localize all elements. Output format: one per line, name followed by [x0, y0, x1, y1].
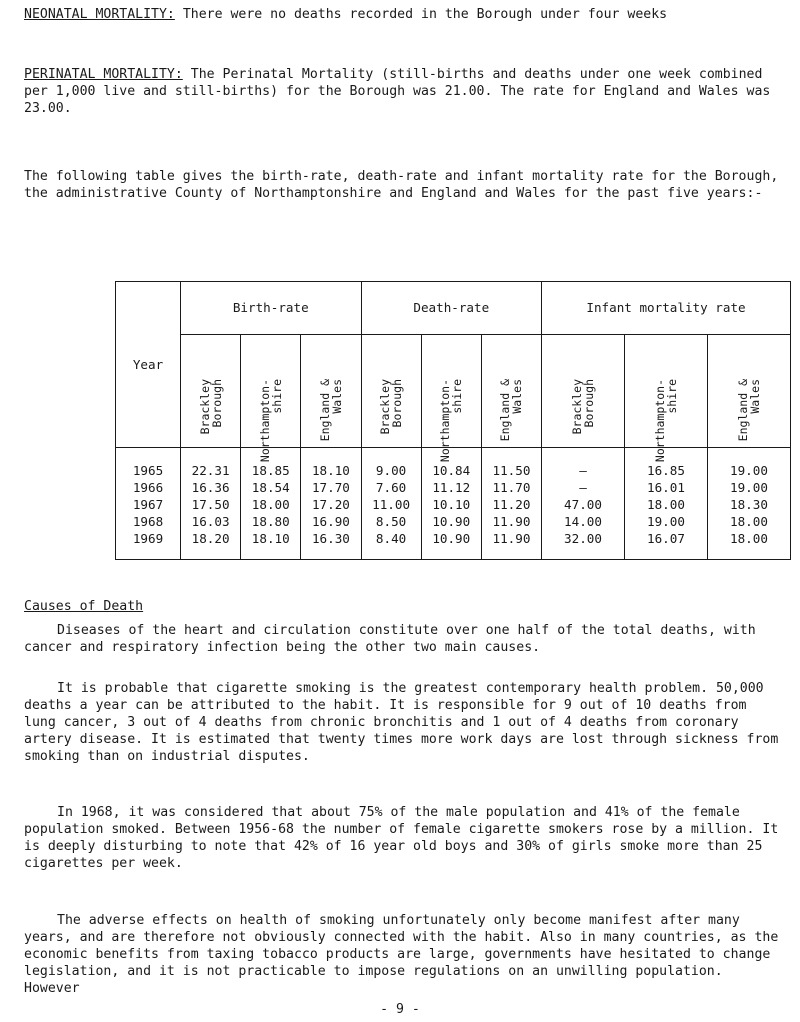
value-cell: 11.12 — [421, 479, 481, 496]
value-cell: – — [542, 448, 625, 480]
perinatal-paragraph — [24, 66, 784, 117]
value-cell: 10.90 — [421, 513, 481, 530]
value-cell: 11.00 — [361, 496, 421, 513]
value-cell: 32.00 — [542, 530, 625, 560]
value-cell: 16.36 — [181, 479, 241, 496]
value-cell: 18.00 — [707, 513, 790, 530]
year-cell: 1966 — [116, 479, 181, 496]
col-header: England & Wales — [481, 335, 541, 448]
value-cell: 19.00 — [624, 513, 707, 530]
value-cell: 9.00 — [361, 448, 421, 480]
perinatal-text: The Perinatal Mortality (still-births and deaths under one week combined per 1,000 live and still-births) for the Borough was 21.00. The rate for England and Wales was 23.00. — [24, 67, 771, 116]
value-cell: 16.30 — [301, 530, 361, 560]
value-cell: 18.80 — [241, 513, 301, 530]
table-row — [116, 530, 791, 560]
value-cell: 18.10 — [301, 448, 361, 480]
neonatal-heading: NEONATAL MORTALITY: — [24, 7, 175, 22]
value-cell: 18.00 — [624, 496, 707, 513]
value-cell: 18.00 — [707, 530, 790, 560]
value-cell: 16.07 — [624, 530, 707, 560]
value-cell: 11.50 — [481, 448, 541, 480]
value-cell: 17.20 — [301, 496, 361, 513]
intro-paragraph: The following table gives the birth-rate, death-rate and infant mortality rate for the Borough, the administrative County of Northamptonshire and England and Wales for the past five years:- — [24, 169, 779, 201]
value-cell: 19.00 — [707, 479, 790, 496]
group-infant-mortality: Infant mortality rate — [542, 282, 791, 335]
table-row — [116, 479, 791, 496]
value-cell: 16.01 — [624, 479, 707, 496]
value-cell: 14.00 — [542, 513, 625, 530]
value-cell: 22.31 — [181, 448, 241, 480]
value-cell: 16.90 — [301, 513, 361, 530]
table-row — [116, 496, 791, 513]
value-cell: 7.60 — [361, 479, 421, 496]
value-cell: 18.00 — [241, 496, 301, 513]
col-header: Northampton- shire — [421, 335, 481, 448]
value-cell: 18.10 — [241, 530, 301, 560]
year-cell: 1965 — [116, 448, 181, 480]
page-number: - 9 - — [380, 1002, 420, 1017]
col-header: Brackley Borough — [361, 335, 421, 448]
causes-paragraph-3: In 1968, it was considered that about 75% of the male population and 41% of the female population smoked. Between 1956-68 the number of female cigarette smokers rose by a million. It is deeply disturbing to note that 42% of 16 year old boys and 30% of girls smoke more than 25 cigarettes per week. — [24, 805, 779, 871]
value-cell: 17.70 — [301, 479, 361, 496]
value-cell: 8.50 — [361, 513, 421, 530]
neonatal-text: There were no deaths recorded in the Borough under four weeks — [182, 7, 668, 22]
value-cell: 18.54 — [241, 479, 301, 496]
neonatal-paragraph — [24, 6, 784, 23]
value-cell: 17.50 — [181, 496, 241, 513]
table-row — [116, 513, 791, 530]
col-header: Brackley Borough — [542, 335, 625, 448]
value-cell: 11.20 — [481, 496, 541, 513]
group-birth-rate: Birth-rate — [181, 282, 362, 335]
year-cell: 1967 — [116, 496, 181, 513]
col-header: England & Wales — [707, 335, 790, 448]
year-header: Year — [116, 282, 181, 448]
value-cell: 11.70 — [481, 479, 541, 496]
value-cell: 16.85 — [624, 448, 707, 480]
value-cell: 11.90 — [481, 530, 541, 560]
value-cell: 10.84 — [421, 448, 481, 480]
group-death-rate: Death-rate — [361, 282, 542, 335]
rates-table — [115, 281, 791, 560]
causes-paragraph-1: Diseases of the heart and circulation constitute over one half of the total deaths, with cancer and respiratory infection being the other two main causes. — [24, 623, 756, 655]
value-cell: – — [542, 479, 625, 496]
value-cell: 10.10 — [421, 496, 481, 513]
value-cell: 16.03 — [181, 513, 241, 530]
col-header: Northampton- shire — [624, 335, 707, 448]
causes-heading: Causes of Death — [24, 599, 144, 614]
value-cell: 10.90 — [421, 530, 481, 560]
value-cell: 47.00 — [542, 496, 625, 513]
value-cell: 19.00 — [707, 448, 790, 480]
col-header: Northampton- shire — [241, 335, 301, 448]
value-cell: 8.40 — [361, 530, 421, 560]
perinatal-heading: PERINATAL MORTALITY: — [24, 67, 183, 82]
value-cell: 18.85 — [241, 448, 301, 480]
causes-paragraph-2: It is probable that cigarette smoking is the greatest contemporary health problem. 50,000 deaths a year can be attributed to the habit. It is responsible for 9 out of 10 deaths from lung cancer, 3 out of 4 deaths from chronic bronchitis and 1 out of 4 deaths from coronary artery disease. It is estimated that twenty times more work days are lost through sickness from smoking than on industrial disputes. — [24, 681, 779, 764]
value-cell: 11.90 — [481, 513, 541, 530]
column-header-row — [116, 335, 791, 448]
year-cell: 1969 — [116, 530, 181, 560]
col-header: England & Wales — [301, 335, 361, 448]
causes-paragraph-4: The adverse effects on health of smoking unfortunately only become manifest after many years, and are therefore not obviously connected with the habit. Also in many countries, as the economic benefits from taxing tobacco products are large, governments have hesitated to change legislation, and it is not practicable to impose regulations on an unwilling population. However — [24, 913, 779, 996]
value-cell: 18.30 — [707, 496, 790, 513]
year-cell: 1968 — [116, 513, 181, 530]
col-header: Brackley Borough — [181, 335, 241, 448]
value-cell: 18.20 — [181, 530, 241, 560]
